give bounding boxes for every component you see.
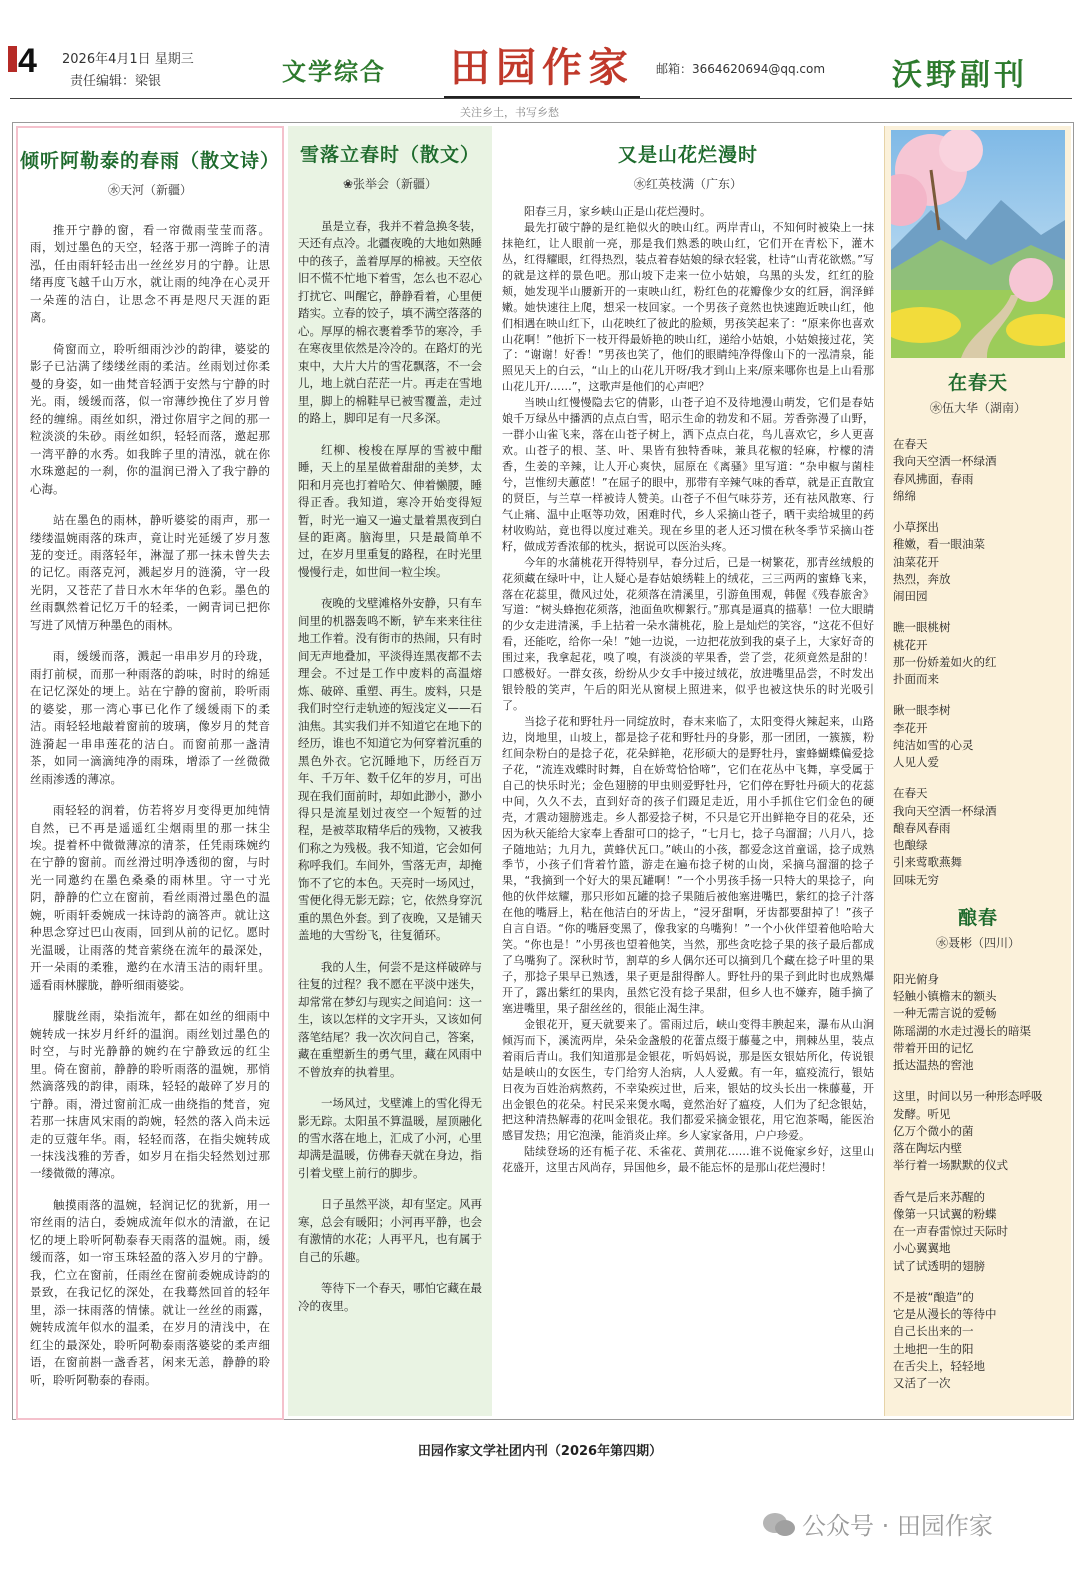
poem-line: 它是从漫长的等待中 bbox=[893, 1307, 997, 1321]
poem-line: 像第一只试翼的粉蝶 bbox=[893, 1206, 997, 1221]
page-number: 4 bbox=[18, 42, 37, 80]
stanza bbox=[893, 519, 1063, 605]
masthead bbox=[444, 36, 640, 99]
contact-email: 邮箱：3664620694@qq.com bbox=[656, 62, 826, 76]
poem-line: 油菜花开 bbox=[893, 554, 939, 569]
poem-body bbox=[885, 971, 1071, 1393]
poem-line: 发酵。听见 bbox=[893, 1106, 951, 1121]
poem-line: 带着开田的记忆 bbox=[893, 1040, 974, 1055]
poem-line: 亿万个微小的菌 bbox=[893, 1123, 974, 1138]
paragraph: 当捻子花和野牡丹一同绽放时，春末来临了，太阳变得火辣起来，山路边，岗地里，山坡上，都是捻子花和野牡丹的身影，那一团团，一簇簇，粉红间杂粉白的是捻子花，花朵鲜艳，花形硕大的是野牡丹，蜜蜂蝴蝶偏爱捻子花，“流连戏蝶时时舞，自在娇莺恰恰啼”，它们在花丛中飞舞，享受属于自己的快乐时光；金色翅膀的甲虫则爱野牡丹，它们停在野牡丹硕大的花蕊中间，久久不去，直到好奇的孩子们蹑足走近，用小手抓住它们金色的硬壳，才震动翅膀逃走。乡人都爱捻子树，不只是它开出鲜艳夺目的花朵，还因为秋天能给大家奉上香甜可口的捻子，“七月七，捻子乌溜溜；八月八，捻子随地站；九月九，黄蜂伏瓦口。”峡山的小孩，都爱念这首童谣，捻子成熟季节，小孩子们背着竹篮，游走在遍布捻子树的山岗，采摘乌溜溜的捻子果，“我摘到一个好大的果瓦罐啊！”一个小男孩手扬一只特大的果捻子，向他的伙伴炫耀，那只形如瓦罐的捻子果随后被他塞进嘴巴，紫红的捻子汁落在他的嘴唇上，粘在他洁白的牙齿上，“浸牙甜啊，牙齿都要甜掉了！”孩子自言自语。“你的嘴唇变黑了，像我家的乌嘴狗！”一个小伙伴望着他哈哈大笑。“你也是！”小男孩也望着他笑，当然，那些贪吃捻子果的孩子最后都成了乌嘴狗了。深秋时节，割草的乡人偶尔还可以摘到几个藏在捻子叶里的果子，那捻子果早已熟透，果子更是甜得醉人。野牡丹的果子到此时也成熟爆开了，露出紫红的果肉，虽然它没有捻子果甜，但乡人也不嫌弃，随手摘了塞进嘴里，果子甜丝丝的，很能止渴生津。 bbox=[502, 715, 874, 1015]
article-title: 雪落立春时（散文） bbox=[299, 144, 480, 166]
stanza bbox=[893, 436, 1063, 505]
article-column-1 bbox=[16, 126, 284, 1420]
paragraph: 站在墨色的雨林，静听婆娑的雨声，那一缕缕温婉雨落的珠声，竟让时光延缓了岁月葱茏的变迁。雨落轻年，淋湿了那一抹未曾失去的记忆。雨落克河，溅起岁月的涟漪，守一段光阴，又苍茫了昔日水木年华的色彩。墨色的丝雨飘然着记忆万千的轻柔，一阙青词已把你写进了风情万种墨色的雨林。 bbox=[30, 513, 270, 632]
poem-line: 阳光俯身 bbox=[893, 971, 939, 986]
paragraph: 朦胧丝雨，染指流年，都在如丝的细雨中婉转成一抹岁月纤纤的温润。雨丝划过墨色的时空，与时光静静的婉约在宁静致远的红尘里。倚在窗前，静静的聆听雨落的温婉，那悄然滴落残的韵律，雨珠，轻轻的敲碎了岁月的宁静。雨，滑过窗前汇成一曲绕指的梵音，宛若那一抹唐风宋雨的韵婉，轻然的落入尚未远走的豆蔻年华。雨，轻轻而落，在指尖婉转成一抹浅浅雅的芳香，如岁月在指尖轻然划过那一缕微微的薄凉。 bbox=[30, 1009, 270, 1181]
poem-title: 在春天 bbox=[947, 372, 1008, 394]
paragraph: 等待下一个春天，哪怕它藏在最冷的夜里。 bbox=[298, 1281, 482, 1313]
article-column-2 bbox=[288, 126, 492, 1416]
article-column-3 bbox=[496, 126, 880, 1416]
poem-line: 在一声春雷惊过天际时 bbox=[893, 1224, 1008, 1238]
poem-line: 小草探出 bbox=[893, 520, 939, 534]
poem-line: 酿春风春雨 bbox=[893, 820, 951, 835]
poem-line: 抵达温热的窖池 bbox=[893, 1058, 974, 1072]
poem-line: 人见人爱 bbox=[893, 755, 939, 769]
poem-line: 又活了一次 bbox=[893, 1376, 951, 1390]
stanza bbox=[893, 1088, 1063, 1174]
poem-line: 引来莺歌燕舞 bbox=[893, 855, 962, 870]
paragraph: 今年的水蒲桃花开得特别早，春分过后，已是一树繁花，那青丝绒般的花须藏在绿叶中，让人疑心是春姑娘绣鞋上的绒花，三三两两的蜜蜂飞来，落在花蕊里，微风过处，花须落在清溪里，引游鱼围观，韩偓《残春旅舍》写道：“树头蜂抱花须落，池面鱼吹柳絮行。”那真是逼真的描摹！一位大眼睛的少女走进清溪，手上拈着一朵水蒲桃花，脸上是灿烂的笑容，“这花不但好看，还能吃，给你一朵！”她一边说，一边把花放到我的桌子上，大家好奇的围过来，我拿起花，嗅了嗅，有淡淡的苹果香，尝了尝，花须竟然是甜的！口感极好。一群女孩，纷纷从少女手中接过绒花，放进嘴里品尝，不时发出银铃般的笑声，午后的阳光从窗棂上照进来，似乎也被这快乐的时光吸引了。 bbox=[502, 555, 874, 713]
issue-date: 2026年4月1日 星期三 bbox=[62, 52, 194, 67]
poem-author: ㊌伍大华（湖南） bbox=[929, 401, 1026, 415]
section-label-right: 沃野副刊 bbox=[892, 58, 1028, 93]
header-divider bbox=[10, 98, 1072, 99]
issue-footer: 田园作家文学社团内刊（2026年第四期） bbox=[417, 1444, 663, 1459]
paragraph: 夜晚的戈壁滩格外安静，只有车间里的机器轰鸣不断，铲车来来往往地工作着。没有街市的热闹，只有时间无声地叠加，平淡得连黑夜都不去理会。不过是工作中废料的高温熔炼、破碎、重塑、再生。废料，只是我们时空行走轨迹的短浅定义——石油焦。其实我们并不知道它在地下的经历，谁也不知道它为何穿着沉重的黑色外衣。它沉睡地下，历经百万年、千万年、数千亿年的岁月，可出现在我们面前时，却如此渺小，渺小得只是流星划过夜空一个短暂的过程，是被萃取精华后的残物，又被我们称之为残极。我不知道，它会如何称呼我们。车间外，雪落无声，却掩饰不了它的本色。天亮时一场风过，雪便化得无影无踪；它，依然身穿沉重的黑色外套。到了夜晚，又是铺天盖地的大雪纷飞，往复循环。 bbox=[298, 596, 482, 943]
paragraph: 红柳、梭梭在厚厚的雪被中酣睡，天上的星星做着甜甜的美梦，太阳和月亮也打着哈欠、伸着懒腰，睡得正香。我知道，寒冷开始变得短暂，时光一遍又一遍丈量着黑夜到白昼的距离。脑海里，只是最简单不过，在岁月里重复的路程，在时光里慢慢行走，如世间一粒尘埃。 bbox=[298, 442, 482, 579]
poem-line: 在春天 bbox=[893, 786, 928, 801]
paragraph: 雨，缓缓而落，溅起一串串岁月的玲珑，雨打前棂，而那一种雨落的韵味，时时的绵延在记忆深处的埂上。站在宁静的窗前，聆听雨的婆娑，那一湾心事已化作了缓缓雨下的柔洁。雨轻轻地敲着窗前的玻璃，像岁月的梵音涟漪起一串串莲花的洁白。而窗前那一盏清茶，如同一滴滴纯净的雨珠，增添了一丝微微丝雨渗透的薄凉。 bbox=[30, 649, 270, 786]
article-title: 又是山花烂漫时 bbox=[617, 144, 758, 166]
stanza bbox=[893, 702, 1063, 771]
poem-line: 扑面而来 bbox=[893, 672, 939, 686]
paragraph: 我的人生，何尝不是这样破碎与往复的过程？我不愿在平淡中迷失，却常常在梦幻与现实之间追问：这一生，该以怎样的文字开头，又该如何落笔结尾？我一次次问自己，答案，藏在重塑新生的勇气里，藏在风雨中不曾放弃的执着里。 bbox=[298, 959, 482, 1079]
poem-line: 落在陶坛内壁 bbox=[893, 1141, 962, 1155]
slogan: 关注乡土，书写乡愁 bbox=[460, 106, 559, 119]
poem-line: 瞅一眼李树 bbox=[893, 703, 951, 718]
article-author: ㊌红英枝满（广东） bbox=[633, 177, 742, 191]
stanza bbox=[893, 1189, 1063, 1275]
poem-line: 绵绵 bbox=[893, 488, 916, 503]
article-body bbox=[18, 222, 282, 1389]
article-author: ❀张举会（新疆） bbox=[342, 177, 438, 191]
paragraph: 推开宁静的窗，看一帘微雨莹莹而落。雨，划过墨色的天空，轻落于那一湾眸子的清泓，任由雨轩轻击出一丝丝岁月的宁静。让思绪再度飞越千山万水，就让雨的纯净在心灵开一朵莲的洁白，让思念不再是咫尺天涯的距离。 bbox=[30, 223, 270, 325]
stanza bbox=[893, 619, 1063, 688]
poem-line: 瞧一眼桃树 bbox=[893, 620, 951, 635]
masthead-title: 田园作家 bbox=[450, 44, 634, 91]
stanza bbox=[893, 971, 1063, 1075]
article-author: ㊌天河（新疆） bbox=[107, 183, 192, 197]
poem-line: 我向天空洒一杯绿酒 bbox=[893, 454, 997, 469]
wechat-icon bbox=[762, 1512, 796, 1538]
landscape-picture bbox=[891, 130, 1065, 358]
poem-line: 举行着一场默默的仪式 bbox=[893, 1158, 1008, 1173]
stanza bbox=[893, 1289, 1063, 1393]
paragraph: 阳春三月，家乡峡山正是山花烂漫时。 bbox=[524, 205, 711, 218]
poem-line: 李花开 bbox=[893, 720, 928, 735]
poem-line: 稚嫩，看一眼油菜 bbox=[893, 537, 985, 552]
poem-line: 闹田园 bbox=[893, 589, 928, 603]
poem-line: 在春天 bbox=[893, 437, 928, 451]
poem-line: 轻触小镇檐末的额头 bbox=[893, 989, 997, 1003]
paragraph: 最先打破宁静的是红艳似火的映山红。两岸青山，不知何时被染上一抹抹艳红，让人眼前一亮，那是我们熟悉的映山红，它们开在青松下，灌木丛，红得耀眼，红得热烈，装点着春姑娘的绿衣轻裳，杜诗“山青花欲燃。”写的就是这样的景色吧。那山坡下走来一位小姑娘，乌黑的头发，红红的脸颊，她发现半山腰新开的一束映山红，粉红色的花瓣像少女的红唇，润泽鲜嫩。她快速往上爬，想采一枝回家。一个男孩子竟然也快速跑近映山红，他们相遇在映山红下，山花映红了彼此的脸颊，男孩笑起来了：“原来你也喜欢山花啊！”他折下一枝开得最娇艳的映山红，递给小姑娘，小姑娘接过花，笑了：“谢谢！好香！”男孩也笑了，他们的眼睛纯净得像山下的一泓清泉，能照见天上的白云，“山上的山花儿开呀/我才到山上来/原来哪你也是上山看那山花儿开/……”，这歌声是他们的心声吧？ bbox=[502, 220, 874, 394]
paragraph: 陆续登场的还有栀子花、禾雀花、黄荆花……谁不说俺家乡好，这里山花盛开，这里古风尚存，异国他乡，最不能忘怀的是那山花烂漫时！ bbox=[502, 1145, 874, 1175]
poem-line: 热烈，奔放 bbox=[893, 571, 951, 586]
poem-line: 桃花开 bbox=[893, 637, 928, 652]
poem-line: 纯洁如雪的心灵 bbox=[893, 737, 974, 752]
editor-credit: 责任编辑：梁银 bbox=[70, 74, 162, 89]
article-body bbox=[496, 204, 880, 1176]
poem-line: 回味无穷 bbox=[893, 872, 939, 887]
poem-line: 那一份娇羞如火的红 bbox=[893, 654, 997, 669]
poem-line: 这里，时间以另一种形态呼吸 bbox=[893, 1089, 1043, 1104]
paragraph: 虽是立春，我并不着急换冬装，天还有点冷。北疆夜晚的大地如熟睡中的孩子，盖着厚厚的棉被。天空依旧不慌不忙地下着雪，怎么也不忍心打扰它、叫醒它，静静看着，心里便踏实。立春的饺子，填不满空落落的心。厚厚的棉衣裹着季节的寒冷，手在寒夜里依然是冷冷的。在路灯的光束中，大片大片的雪花飘落，不一会儿，地上就白茫茫一片。再走在雪地里，脚上的棉鞋早已被雪覆盖，走过的路上，脚印足有一尺多深。 bbox=[298, 219, 482, 426]
poem-line: 在舌尖上，轻轻地 bbox=[893, 1358, 985, 1373]
watermark: 公众号 · 田园作家 bbox=[802, 1512, 993, 1540]
poem-line: 小心翼翼地 bbox=[893, 1241, 951, 1256]
page-tag bbox=[8, 46, 17, 72]
poem-line: 也酿绿 bbox=[893, 838, 928, 852]
paragraph: 倚窗而立，聆听细雨沙沙的韵律，婆娑的影子已沾满了缕缕丝雨的柔洁。丝雨划过你柔曼的身姿，如一曲梵音轻洒于安然与宁静的时光。雨，缓缓而落，似一帘薄纱挽住了岁月曾经的缠绵。雨丝如织，滑过你眉宇之间的那一粒淡淡的朱砂。雨丝如织，轻轻而落，邀起那一湾平静的水秀。如我眸子里的清泓，就在你水珠邀起的一刹，你的温润已滑入了我宁静的心海。 bbox=[30, 341, 270, 496]
poetry-column bbox=[884, 126, 1071, 1416]
paragraph: 一场风过，戈壁滩上的雪化得无影无踪。太阳虽不算温暖，屋顶融化的雪水落在地上，汇成了小河，心里却满是温暖，仿佛春天就在身边，指引着戈壁上前行的脚步。 bbox=[298, 1096, 482, 1180]
poem-body bbox=[885, 436, 1071, 889]
article-title: 倾听阿勒泰的春雨（散文诗） bbox=[19, 150, 280, 172]
poem-line: 陈瑶湖的水走过漫长的暗渠 bbox=[893, 1023, 1031, 1038]
stanza bbox=[893, 785, 1063, 889]
poem-title: 酿春 bbox=[957, 906, 998, 929]
poem-line: 春风拂面，春雨 bbox=[893, 471, 974, 486]
poem-line: 试了试透明的翅膀 bbox=[893, 1258, 985, 1273]
poem-line: 香气是后来苏醒的 bbox=[893, 1189, 985, 1204]
paragraph: 雨轻轻的润着，仿若将岁月变得更加纯情自然，已不再是遥遥红尘烟雨里的那一抹尘埃。提着杯中微微薄凉的清茶，任凭雨珠婉约在宁静的窗前。而丝滑过明净透彻的窗，与时光一同邀约在墨色桑桑的雨林里。守一寸光阴，静静的伫立在窗前，看丝雨滑过墨色的温婉，听雨轩委婉成一抹诗韵的滴答声。就让这种思念穿过巴山夜雨，回到从前的记忆。愿时光温暖，让雨落的梵音萦绕在流年的最深处，开一朵雨的柔雅，邀约在水清玉洁的雨轩里。遥看雨林朦胧，静听细雨婆娑。 bbox=[30, 803, 270, 992]
poem-line: 土地把一生的阳 bbox=[893, 1341, 974, 1356]
section-label-left: 文学综合 bbox=[282, 57, 386, 86]
spring-landscape-illustration bbox=[891, 130, 1065, 358]
paragraph: 金银花开，夏天就要来了。雷雨过后，峡山变得丰腴起来，瀑布从山涧倾泻而下，溪流两岸，朵朵金盏般的花蕾点缀于藤蔓之中，荆棘丛里，装点着雨后青山。我们知道那是金银花，听妈妈说，那是医女银姑所化，传说银姑是峡山的女医生，专门给穷人治病，人人爱戴。有一年，瘟疫流行，银姑日夜为百姓治病熬药，不幸染疾过世，后来，银姑的坟头长出一株藤蔓，开出金银色的花朵。村民采来煲水喝，竟然治好了瘟疫，人们为了纪念银姑，把这种清热解毒的花叫金银花。我们都爱采摘金银花，用它泡茶喝，能医治感冒发热；用它泡澡，能消炎止痒。乡人家家备用，户户珍爱。 bbox=[502, 1017, 874, 1143]
paragraph: 日子虽然平淡，却有坚定。风再寒，总会有暖阳；小河再平静，也会有激情的水花；人再平凡，也有属于自己的乐趣。 bbox=[298, 1197, 482, 1264]
article-body bbox=[288, 218, 492, 1315]
paragraph: 触摸雨落的温婉，轻润记忆的犹新，用一帘丝雨的洁白，委婉成流年似水的清澈，在记忆的埂上聆听阿勒泰春天雨落的温婉。雨，缓缓而落，如一帘玉珠轻盈的落入岁月的宁静。我，伫立在窗前，任雨丝在窗前委婉成诗韵的景致，在我记忆的深处，在我蓦然回首的轻年里，添一抹雨落的情愫。就让一丝丝的雨露，婉转成流年似水的温柔，在岁月的清浅中，在红尘的最深处，聆听阿勒泰雨落婆娑的柔声细语，在窗前斟一盏香茗，闲来无恙，静静的聆听，聆听阿勒泰的春雨。 bbox=[30, 1197, 270, 1387]
poem-line: 一种无需言说的爱畅 bbox=[893, 1006, 997, 1021]
paragraph: 当映山红慢慢隐去它的倩影，山苍子迫不及待地漫山萌发，它们是春姑娘千万绿丛中播洒的点点白雪，昭示生命的勃发和不屈。芳香弥漫了山野，一群小山雀飞来，落在山苍子树上，洒下点点白花，鸟儿喜欢它，乡人更喜欢。山苍子的根、茎、叶、果皆有独特香味，兼具花椒的轻麻，柠檬的清香，生姜的辛辣，让人开心爽快，屈原在《离骚》里写道：“杂申椒与菌桂兮，岂惟纫夫蕙茝！”在屈子的眼中，那带有辛辣气味的香草，就是正直散宜的贤臣，与兰草一样被诗人赞美。山苍子不但气味芬芳，还有祛风散寒、行气止痛、温中止呕等功效，困难时代，乡人采摘山苍子，晒干卖给城里的药材收购站，竟也得以度过难关。现在乡里的老人还习惯在秋冬季节采摘山苍籽，做成芳香浓郁的枕头，据说可以医治头疼。 bbox=[502, 396, 874, 553]
poem-line: 不是被“酿造”的 bbox=[893, 1289, 974, 1304]
poem-author: ㊌聂彬（四川） bbox=[935, 935, 1020, 950]
page-header bbox=[0, 0, 1080, 125]
poem-line: 我向天空洒一杯绿酒 bbox=[893, 803, 997, 818]
poem-line: 自己长出来的一 bbox=[893, 1324, 974, 1339]
